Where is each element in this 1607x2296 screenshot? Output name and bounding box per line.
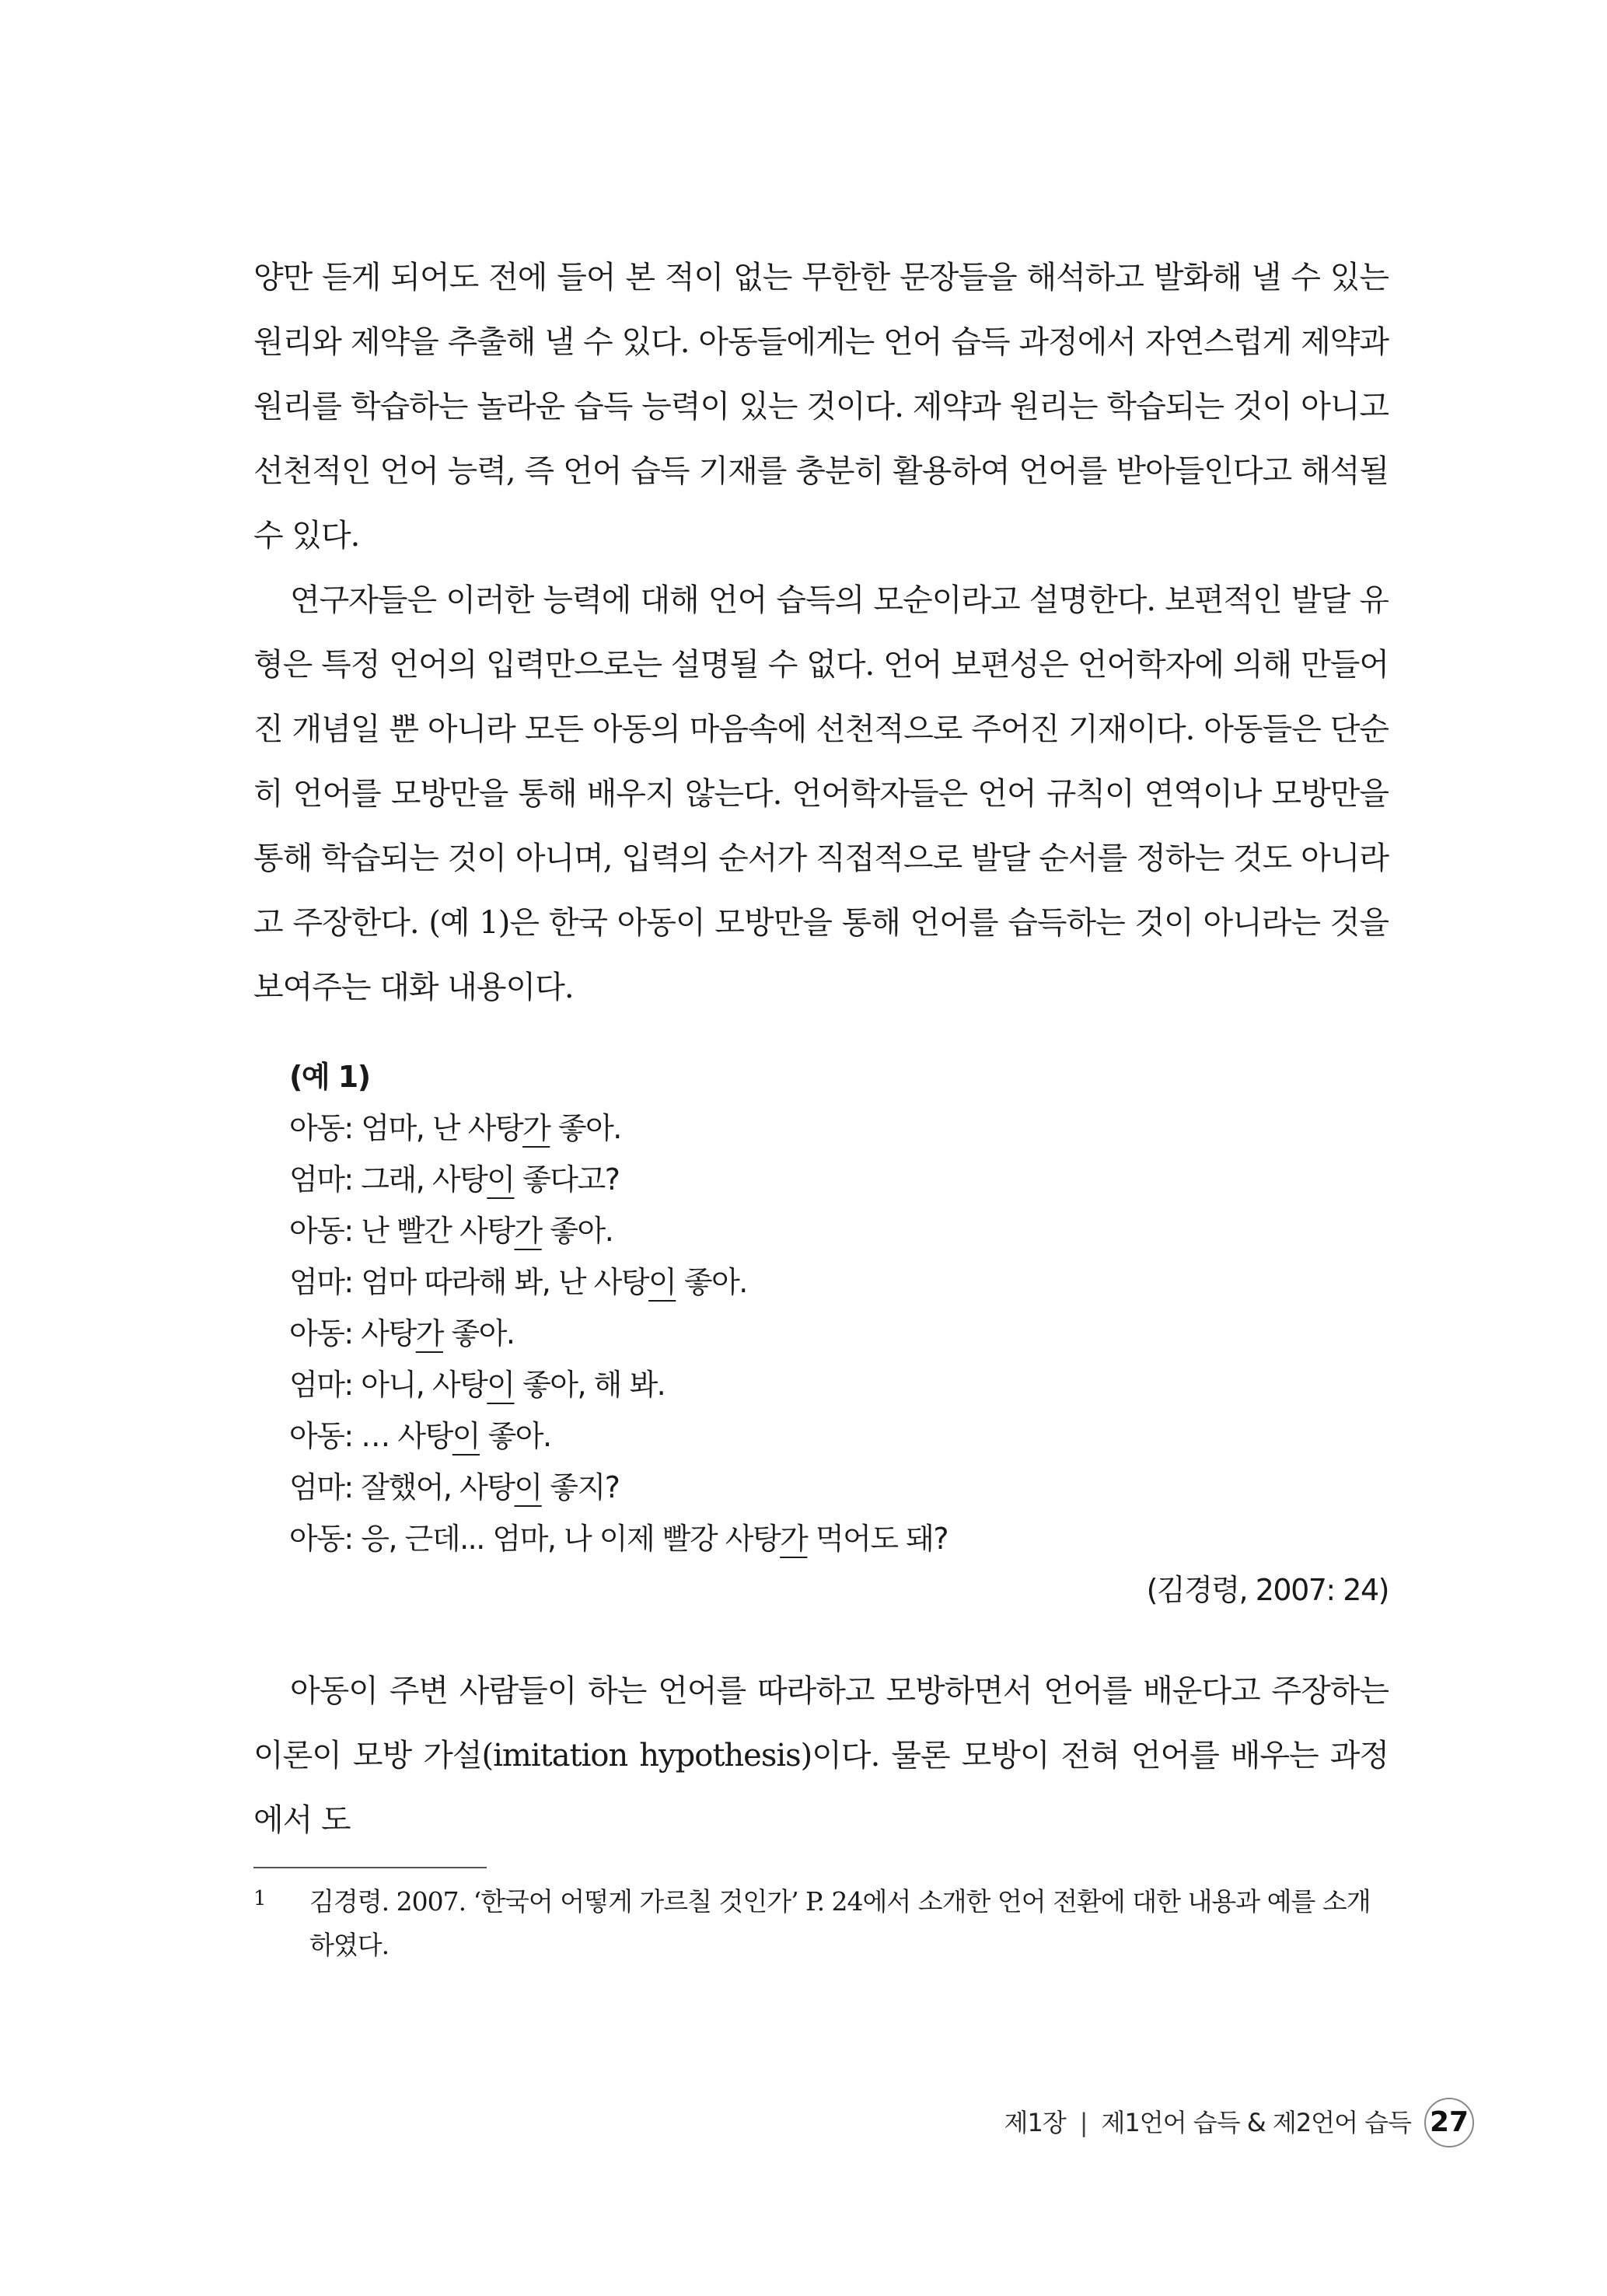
underlined-particle: 가 <box>780 1522 808 1556</box>
underlined-particle: 가 <box>522 1111 550 1145</box>
dialogue-line: 아동: 난 빨간 사탕가 좋아. <box>289 1214 613 1248</box>
body-text-bottom <box>253 1659 1389 1853</box>
paragraph-1: 양만 듣게 되어도 전에 들어 본 적이 없는 무한한 문장들을 해석하고 발화해 낼 수 있는 원리와 제약을 추출해 낼 수 있다. 아동들에게는 언어 습득 과정에서 자연스럽게 제약과 원리를 학습하는 놀라운 습득 능력이 있는 것이다. 제약과 원리는 학습되는 것이 아니고 선천적인 언어 능력, 즉 언어 습득 기재를 충분히 활용하여 언어를 받아들인다고 해석될 수 있다. <box>253 260 1389 554</box>
body-text-top <box>253 246 1389 1020</box>
dialogue-line: 아동: … 사탕이 좋아. <box>289 1419 551 1453</box>
page-number-badge: 27 <box>1424 2098 1474 2147</box>
dialogue-line: 아동: 엄마, 난 사탕가 좋아. <box>289 1111 621 1145</box>
dialogue-line: 엄마: 잘했어, 사탕이 좋지? <box>289 1470 620 1504</box>
footer-chapter: 제1장 <box>1004 2108 1066 2137</box>
underlined-particle: 이 <box>514 1470 542 1504</box>
dialogue-line: 엄마: 아니, 사탕이 좋아, 해 봐. <box>289 1368 666 1402</box>
footer-separator: | <box>1079 2108 1088 2137</box>
footnote-text: 김경령. 2007. ‘한국어 어떻게 가르칠 것인가’ P. 24에서 소개한 언어 전환에 대한 내용과 예를 소개하였다. <box>309 1886 1371 1960</box>
example-dialogue <box>289 1051 1389 1616</box>
underlined-particle: 이 <box>487 1162 515 1197</box>
underlined-particle: 가 <box>415 1316 443 1351</box>
underlined-particle: 이 <box>648 1265 676 1299</box>
paragraph-3: 아동이 주변 사람들이 하는 언어를 따라하고 모방하면서 언어를 배운다고 주장하는 이론이 모방 가설(imitation hypothesis)이다. 물론 모방이 전혀 언어를 배우는 과정에서 도 <box>253 1673 1389 1838</box>
footer-title: 제1언어 습득 & 제2언어 습득 <box>1101 2108 1411 2137</box>
underlined-particle: 이 <box>487 1368 515 1402</box>
dialogue-line: 엄마: 엄마 따라해 봐, 난 사탕이 좋아. <box>289 1265 747 1299</box>
paragraph-2: 연구자들은 이러한 능력에 대해 언어 습득의 모순이라고 설명한다. 보편적인 발달 유형은 특정 언어의 입력만으로는 설명될 수 없다. 언어 보편성은 언어학자에 의해 만들어진 개념일 뿐 아니라 모든 아동의 마음속에 선천적으로 주어진 기재이다. 아동들은 단순히 언어를 모방만을 통해 배우지 않는다. 언어학자들은 언어 규칙이 연역이나 모방만을 통해 학습되는 것이 아니며, 입력의 순서가 직접적으로 발달 순서를 정하는 것도 아니라고 주장한다. (예 1)은 한국 아동이 모방만을 통해 언어를 습득하는 것이 아니라는 것을 보여주는 대화 내용이다. <box>253 582 1389 1005</box>
running-footer <box>1004 2099 1411 2146</box>
dialogue-line: 아동: 응, 근데... 엄마, 나 이제 빨강 사탕가 먹어도 돼? <box>289 1522 948 1556</box>
example-citation: (김경령, 2007: 24) <box>1146 1573 1389 1607</box>
dialogue-line: 아동: 사탕가 좋아. <box>289 1316 515 1351</box>
underlined-particle: 가 <box>514 1214 542 1248</box>
underlined-particle: 이 <box>452 1419 480 1453</box>
footnote-divider <box>253 1867 487 1868</box>
dialogue-line: 엄마: 그래, 사탕이 좋다고? <box>289 1162 620 1197</box>
footnote-number: 1 <box>253 1887 266 1910</box>
footnote <box>253 1880 1389 1967</box>
example-title: (예 1) <box>289 1060 370 1094</box>
